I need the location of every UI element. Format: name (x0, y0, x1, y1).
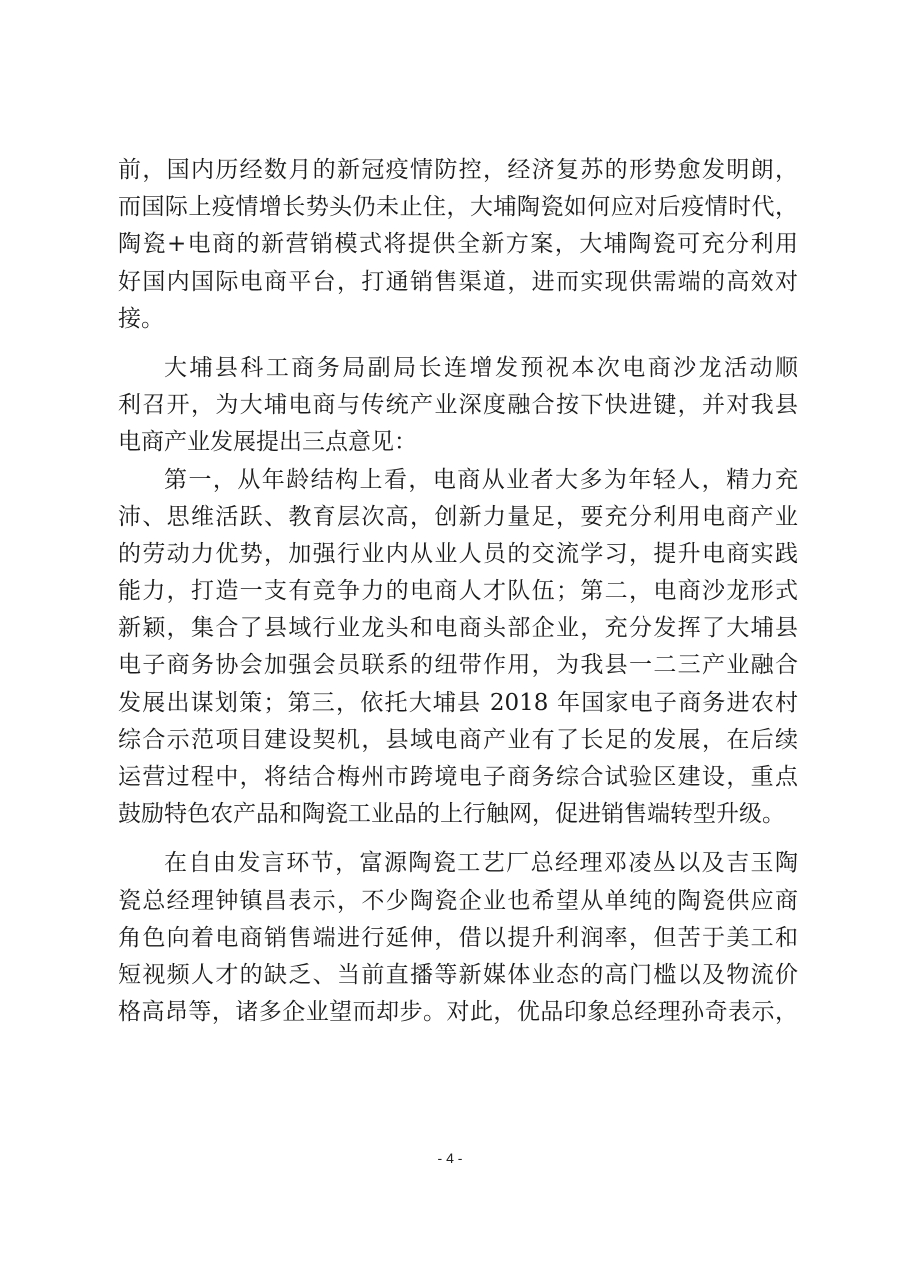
text-line: 接。 (118, 305, 164, 332)
text-line: 新颖，集合了县域行业龙头和电商头部企业，充分发挥了大埔县 (118, 615, 798, 642)
text-line: 发展出谋划策；第三，依托大埔县 2018 年国家电子商务进农村 (118, 689, 798, 716)
text-line: 能力，打造一支有竞争力的电商人才队伍；第二，电商沙龙形式 (118, 578, 798, 605)
text-line: 电商产业发展提出三点意见： (118, 429, 417, 456)
paragraph-4 (118, 845, 798, 1031)
text-line: 利召开，为大埔电商与传统产业深度融合按下快进键，并对我县 (118, 392, 798, 419)
paragraph-1 (118, 152, 798, 338)
text-line: 电子商务协会加强会员联系的纽带作用，为我县一二三产业融合 (118, 652, 798, 679)
text-line: 格高昂等，诸多企业望而却步。对此，优品印象总经理孙奇表示， (118, 999, 798, 1026)
text-line: 的劳动力优势，加强行业内从业人员的交流学习，提升电商实践 (118, 540, 798, 567)
text-line: 瓷总经理钟镇昌表示，不少陶瓷企业也希望从单纯的陶瓷供应商 (118, 887, 798, 914)
text-line: 沛、思维活跃、教育层次高，创新力量足，要充分利用电商产业 (118, 503, 798, 530)
text-line: 角色向着电商销售端进行延伸，借以提升利润率，但苦于美工和 (118, 924, 798, 951)
paragraph-3 (118, 462, 798, 834)
text-line: 好国内国际电商平台，打通销售渠道，进而实现供需端的高效对 (118, 268, 798, 295)
text-line: 大埔县科工商务局副局长连增发预祝本次电商沙龙活动顺 (164, 354, 798, 381)
text-line: 短视频人才的缺乏、当前直播等新媒体业态的高门槛以及物流价 (118, 961, 798, 988)
body-text (118, 152, 798, 1031)
text-line: 综合示范项目建设契机，县域电商产业有了长足的发展，在后续 (118, 726, 798, 753)
text-line: 鼓励特色农产品和陶瓷工业品的上行触网，促进销售端转型升级。 (118, 801, 785, 828)
text-line: 在自由发言环节，富源陶瓷工艺厂总经理邓凌丛以及吉玉陶 (164, 850, 798, 877)
page-number: - 4 - (437, 1150, 463, 1166)
paragraph-2 (118, 350, 798, 462)
text-line: 前，国内历经数月的新冠疫情防控，经济复苏的形势愈发明朗， (118, 157, 798, 183)
text-line: 第一，从年龄结构上看，电商从业者大多为年轻人，精力充 (164, 466, 798, 493)
text-line: 而国际上疫情增长势头仍未止住，大埔陶瓷如何应对后疫情时代， (118, 194, 798, 221)
text-line: 运营过程中，将结合梅州市跨境电子商务综合试验区建设，重点 (118, 764, 798, 790)
text-line: 陶瓷+电商的新营销模式将提供全新方案，大埔陶瓷可充分利用 (118, 231, 798, 258)
